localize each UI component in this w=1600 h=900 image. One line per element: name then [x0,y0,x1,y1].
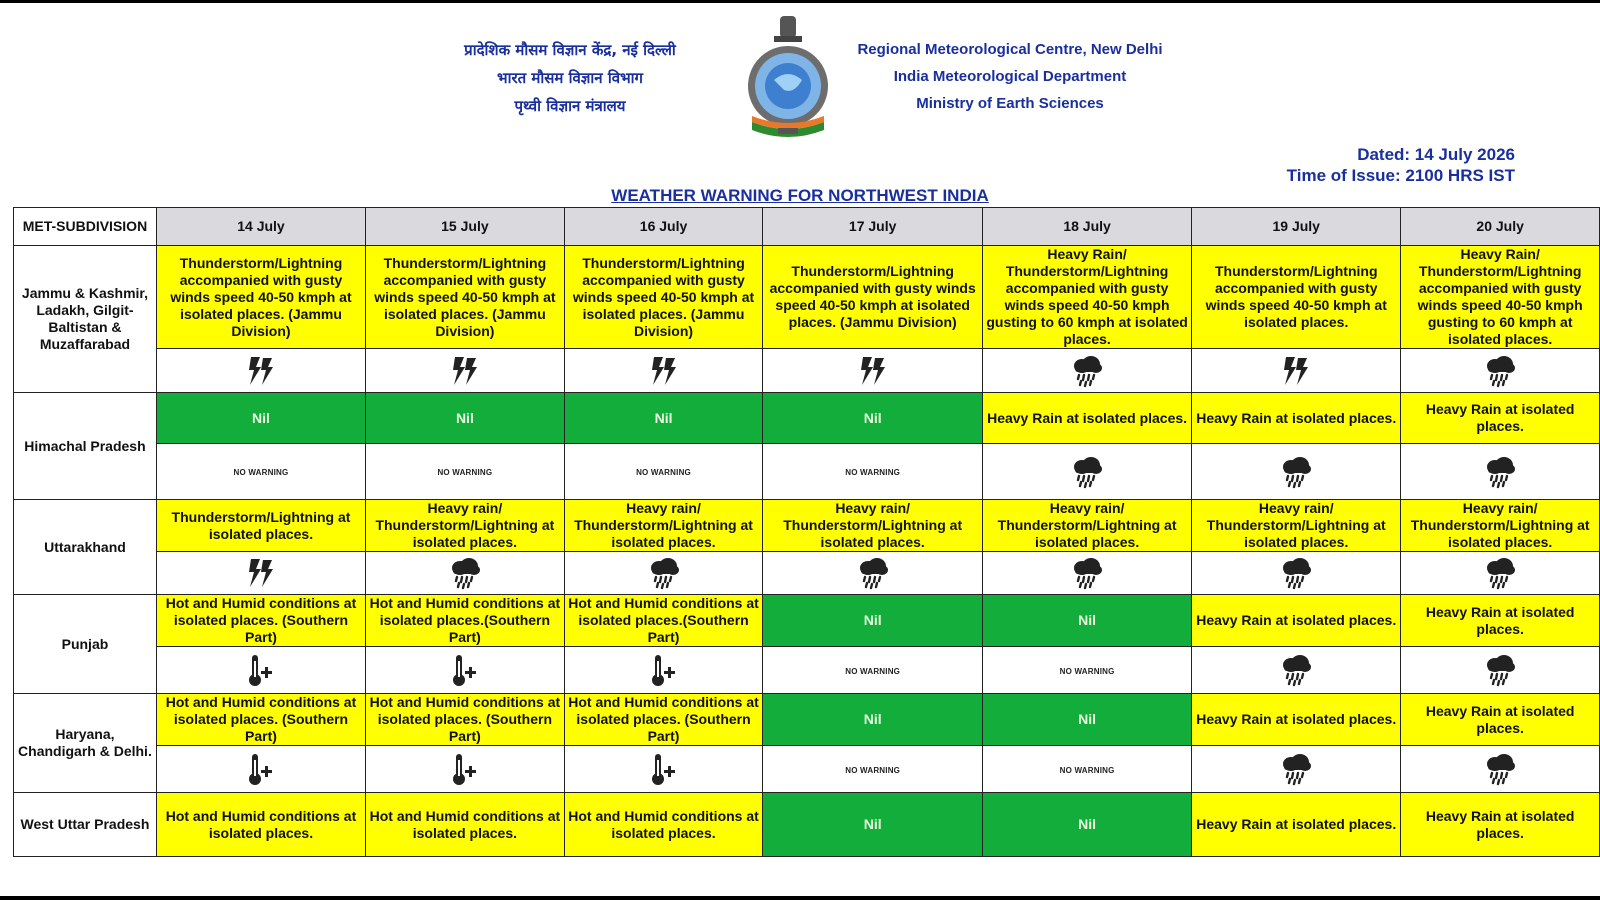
thermometer-icon [568,653,760,687]
rain-cloud-icon [369,556,561,590]
icon-cell [1401,349,1600,393]
rain-cloud-icon [1404,354,1596,388]
icon-cell [1192,746,1401,793]
warning-cell [763,694,983,746]
rain-cloud-icon [1195,455,1397,489]
warning-cell [983,694,1192,746]
warning-text: Nil [654,409,673,426]
rain-cloud-icon [766,556,979,590]
warning-text: Hot and Humid conditions at isolated places.(Southern Part) [369,595,561,645]
icon-cell [763,647,983,694]
warning-text: Heavy rain/ Thunderstorm/Lightning at isolated places. [783,500,963,550]
subdivision-name: Uttarakhand [14,500,157,595]
day-header: 14 July [156,208,365,246]
warning-cell [1192,246,1401,349]
warning-text: Hot and Humid conditions at isolated places. [165,807,357,841]
day-header: 17 July [763,208,983,246]
warning-cell [1192,793,1401,857]
warning-text: Nil [1078,711,1097,727]
subdivision-name: West Uttar Pradesh [14,793,157,857]
time-of-issue-label: Time of Issue: 2100 HRS IST [1286,166,1515,185]
icon-cell [366,349,565,393]
warning-text: Hot and Humid conditions at isolated places. [369,807,561,841]
no-warning-label: NO WARNING [845,765,901,775]
day-header: 15 July [366,208,565,246]
rain-cloud-icon [1195,556,1397,590]
lightning-icon [160,557,362,589]
warning-cell [983,500,1192,552]
icon-cell [983,746,1192,793]
warning-cell [366,246,565,349]
warning-cell [366,595,565,647]
icon-cell [564,349,763,393]
subdivision-name: Haryana, Chandigarh & Delhi. [14,694,157,793]
warning-cell [564,393,763,444]
warning-text: Heavy Rain/ Thunderstorm/Lightning accompanied with gusty winds speed 40-50 kmph gusting to 60 kmph at isolated places. [1417,246,1583,347]
warning-cell [156,500,365,552]
no-warning-label: NO WARNING [1059,666,1115,676]
icon-cell [1192,349,1401,393]
warning-text: Heavy Rain at isolated places. [1196,612,1397,628]
icon-cell [763,746,983,793]
icon-cell [156,746,365,793]
warning-text: Nil [863,612,882,628]
icon-cell [983,647,1192,694]
header-hindi [395,36,745,120]
rain-cloud-icon [1404,752,1596,786]
icon-cell [763,444,983,500]
lightning-icon [1195,355,1397,387]
warning-cell [156,694,365,746]
warning-cell [564,500,763,552]
warning-text: Nil [863,711,882,727]
warning-text: Heavy rain/ Thunderstorm/Lightning at isolated places. [997,500,1177,550]
warning-text: Nil [1078,816,1097,832]
warning-cell [366,500,565,552]
rain-cloud-icon [1404,556,1596,590]
warning-cell [366,793,565,857]
warning-cell [763,246,983,349]
warning-cell [1401,393,1600,444]
warning-table [13,207,1600,857]
warning-text: Thunderstorm/Lightning at isolated places. [171,508,351,542]
day-header: 18 July [983,208,1192,246]
warning-text: Hot and Humid conditions at isolated places.(Southern Part) [568,595,759,645]
warning-text: Thunderstorm/Lightning accompanied with gusty winds speed 40-50 kmph at isolated places. (Jammu Division) [572,254,755,339]
icon-cell [1401,552,1600,595]
warning-cell [763,793,983,857]
warning-cell [564,793,763,857]
warning-cell [156,595,365,647]
document-title [0,186,1600,206]
day-header: 20 July [1401,208,1600,246]
icon-cell [763,552,983,595]
warning-text: Heavy Rain at isolated places. [1196,816,1397,832]
header-english [830,36,1190,117]
thermometer-icon [369,752,561,786]
lightning-icon [369,355,561,387]
header-english-line-3: Ministry of Earth Sciences [916,95,1104,112]
warning-text: Nil [252,409,270,426]
dated-label: Dated: 14 July 2026 [1357,145,1515,164]
warning-text: Hot and Humid conditions at isolated places. [568,807,759,841]
day-header: 19 July [1192,208,1401,246]
icon-cell [366,552,565,595]
bottom-border [0,896,1600,900]
rain-cloud-icon [1195,752,1397,786]
imd-emblem-icon [744,10,832,142]
header-english-line-2: India Meteorological Department [893,68,1127,85]
warning-text: Heavy rain/ Thunderstorm/Lightning at isolated places. [375,500,555,550]
warning-cell [156,393,365,444]
lightning-icon [766,355,979,387]
warning-cell [763,595,983,647]
warning-text: Heavy Rain at isolated places. [987,409,1188,426]
no-warning-label: NO WARNING [636,468,691,477]
icon-cell [366,444,565,500]
icon-cell [763,349,983,393]
issue-info [1287,144,1515,186]
table-row [14,246,1600,349]
warning-cell [1401,694,1600,746]
top-border [0,0,1600,3]
warning-cell [983,246,1192,349]
rain-cloud-icon [986,556,1188,590]
warning-cell [1192,393,1401,444]
header-hindi-line-1: प्रादेशिक मौसम विज्ञान केंद्र, नई दिल्ली [464,41,676,59]
warning-cell [366,694,565,746]
warning-text: Nil [863,409,882,426]
warning-cell [1401,793,1600,857]
subdivision-name: Himachal Pradesh [14,393,157,500]
icon-cell [564,552,763,595]
icon-cell [366,746,565,793]
icon-cell [1192,444,1401,500]
warning-cell [763,393,983,444]
table-icon-row [14,746,1600,793]
icon-cell [156,647,365,694]
table-icon-row [14,444,1600,500]
warning-cell [564,694,763,746]
warning-text: Heavy Rain at isolated places. [1196,409,1397,426]
warning-cell [564,246,763,349]
header-hindi-line-2: भारत मौसम विज्ञान विभाग [497,69,643,87]
icon-cell [366,647,565,694]
warning-text: Hot and Humid conditions at isolated places. (Southern Part) [369,694,561,744]
lightning-icon [568,355,760,387]
icon-cell [564,746,763,793]
subdivision-name: Punjab [14,595,157,694]
warning-cell [1401,246,1600,349]
icon-cell [1401,746,1600,793]
warning-text: Heavy Rain/ Thunderstorm/Lightning accompanied with gusty winds speed 40-50 kmph gusting to 60 kmph at isolated places. [986,246,1188,347]
rain-cloud-icon [568,556,760,590]
warning-cell [366,393,565,444]
icon-cell [983,349,1192,393]
thermometer-icon [369,653,561,687]
warning-text: Thunderstorm/Lightning accompanied with gusty winds speed 40-50 kmph at isolated places. (Jammu Division) [374,254,556,339]
no-warning-label: NO WARNING [437,468,493,477]
warning-cell [1192,694,1401,746]
warning-text: Heavy rain/ Thunderstorm/Lightning at isolated places. [574,500,753,550]
warning-cell [1401,500,1600,552]
table-icon-row [14,349,1600,393]
title-text: WEATHER WARNING FOR NORTHWEST INDIA [611,186,989,205]
warning-cell [1192,500,1401,552]
table-row [14,393,1600,444]
table-icon-row [14,552,1600,595]
thermometer-icon [568,752,760,786]
icon-cell [983,552,1192,595]
warning-text: Thunderstorm/Lightning accompanied with gusty winds speed 40-50 kmph at isolated places. (Jammu Division) [769,263,976,330]
warning-text: Thunderstorm/Lightning accompanied with gusty winds speed 40-50 kmph at isolated places. (Jammu Division) [170,254,352,339]
corner-label: MET-SUBDIVISION [14,208,157,246]
rain-cloud-icon [986,455,1188,489]
warning-cell [983,393,1192,444]
rain-cloud-icon [1404,653,1596,687]
warning-text: Nil [1078,612,1097,628]
table-header-row [14,208,1600,246]
icon-cell [983,444,1192,500]
warning-text: Nil [863,816,882,832]
icon-cell [564,647,763,694]
subdivision-name: Jammu & Kashmir, Ladakh, Gilgit-Baltistan & Muzaffarabad [14,246,157,393]
warning-text: Heavy rain/ Thunderstorm/Lightning at isolated places. [1410,500,1590,550]
no-warning-label: NO WARNING [233,468,289,477]
warning-text: Heavy rain/ Thunderstorm/Lightning at isolated places. [1206,500,1386,550]
warning-text: Hot and Humid conditions at isolated places. (Southern Part) [165,595,357,645]
warning-text: Heavy Rain at isolated places. [1196,711,1397,727]
warning-text: Hot and Humid conditions at isolated places. (Southern Part) [165,694,357,744]
warning-text: Heavy Rain at isolated places. [1425,603,1575,637]
icon-cell [156,444,365,500]
warning-text: Hot and Humid conditions at isolated places. (Southern Part) [568,694,759,744]
icon-cell [1401,444,1600,500]
header-english-line-1: Regional Meteorological Centre, New Delhi [857,41,1163,58]
warning-cell [564,595,763,647]
icon-cell [156,349,365,393]
no-warning-label: NO WARNING [845,666,901,676]
warning-text: Heavy Rain at isolated places. [1425,702,1575,736]
warning-cell [156,793,365,857]
warning-text: Heavy Rain at isolated places. [1425,807,1575,841]
icon-cell [156,552,365,595]
no-warning-label: NO WARNING [1059,765,1115,775]
table-row [14,793,1600,857]
thermometer-icon [160,752,362,786]
no-warning-label: NO WARNING [845,468,901,477]
warning-cell [983,793,1192,857]
table-row [14,595,1600,647]
warning-cell [983,595,1192,647]
rain-cloud-icon [986,354,1188,388]
warning-text: Heavy Rain at isolated places. [1425,401,1575,434]
icon-cell [1192,647,1401,694]
table-row [14,694,1600,746]
warning-cell [156,246,365,349]
rain-cloud-icon [1404,455,1596,489]
rain-cloud-icon [1195,653,1397,687]
table-body [14,246,1600,857]
lightning-icon [160,355,362,387]
icon-cell [1401,647,1600,694]
day-header: 16 July [564,208,763,246]
warning-cell [763,500,983,552]
table-icon-row [14,647,1600,694]
warning-text: Nil [455,409,474,426]
warning-cell [1401,595,1600,647]
header-hindi-line-3: पृथ्वी विज्ञान मंत्रालय [514,97,626,115]
warning-cell [1192,595,1401,647]
icon-cell [564,444,763,500]
icon-cell [1192,552,1401,595]
table-row [14,500,1600,552]
thermometer-icon [160,653,362,687]
warning-text: Thunderstorm/Lightning accompanied with gusty winds speed 40-50 kmph at isolated places. [1205,263,1387,330]
